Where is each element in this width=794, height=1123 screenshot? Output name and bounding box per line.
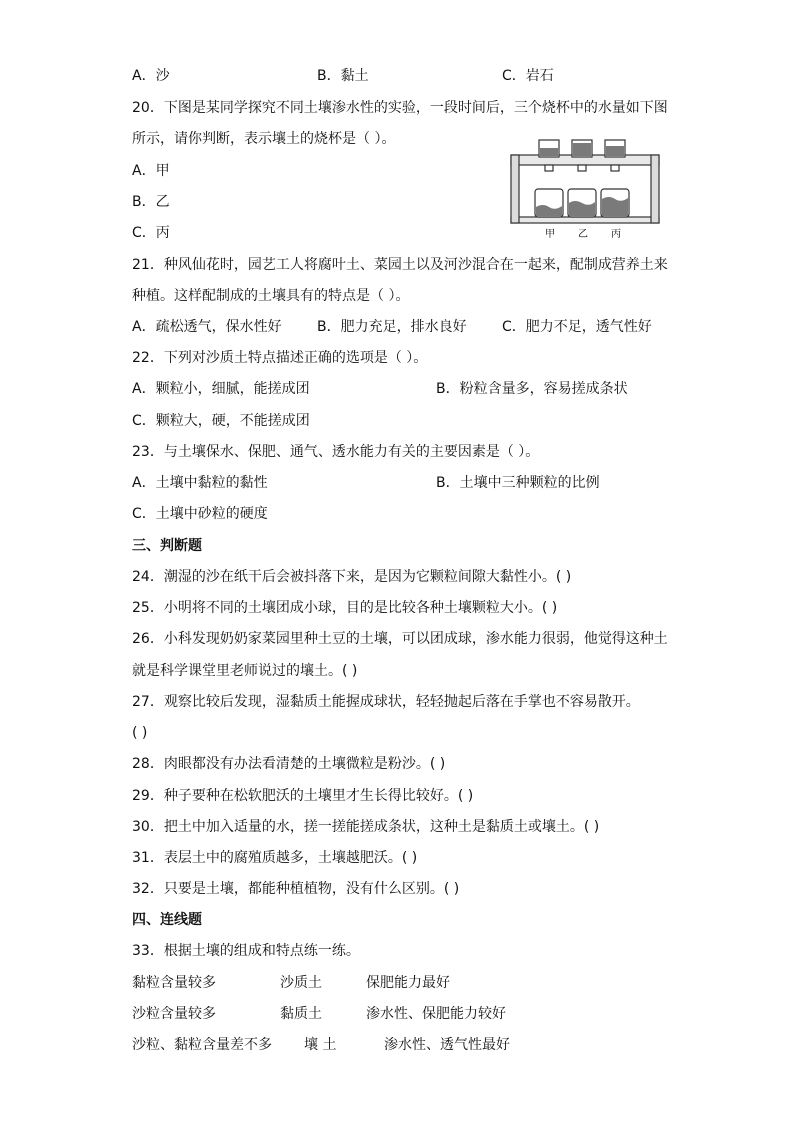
beaker-label-yi: 乙 (578, 229, 588, 240)
judge-item: 32．只要是土壤，都能种植植物，没有什么区别。( ) (132, 881, 460, 897)
match-middle-item: 黏质土 (280, 1006, 322, 1022)
q23-option-a: A．土壤中黏粒的黏性 (132, 475, 268, 491)
match-right-item: 渗水性、保肥能力较好 (366, 1006, 506, 1022)
q21-option-c: C．肥力不足，透气性好 (502, 319, 652, 335)
judge-item: 24．潮湿的沙在纸干后会被抖落下来，是因为它颗粒间隙大黏性小。( ) (132, 569, 572, 585)
beaker-label-bing: 丙 (611, 229, 621, 240)
q20-option-c: C．丙 (132, 225, 170, 241)
section-heading-judge: 三、判断题 (132, 538, 202, 554)
judge-item: 就是科学课堂里老师说过的壤土。( ) (132, 663, 358, 679)
section-heading-matching: 四、连线题 (132, 912, 202, 928)
q23-option-b: B．土壤中三种颗粒的比例 (436, 475, 600, 491)
judge-item: 29．种子要种在松软肥沃的土壤里才生长得比较好。( ) (132, 788, 474, 804)
q19-option-b: B．黏土 (317, 68, 369, 84)
match-right-item: 渗水性、透气性最好 (384, 1037, 510, 1053)
q19-option-c: C．岩石 (502, 68, 554, 84)
q21-option-a: A．疏松透气，保水性好 (132, 319, 282, 335)
q22-option-b: B．粉粒含量多，容易搓成条状 (436, 381, 628, 397)
q19-option-a: A．沙 (132, 68, 170, 84)
match-right-item: 保肥能力最好 (366, 975, 450, 991)
q33-stem: 33．根据土壤的组成和特点练一练。 (132, 943, 360, 959)
match-middle-item: 沙质土 (280, 975, 322, 991)
judge-item: 25．小明将不同的土壤团成小球，目的是比较各种土壤颗粒大小。( ) (132, 600, 558, 616)
judge-item: 27．观察比较后发现，湿黏质土能握成球状，轻轻抛起后落在手掌也不容易散开。 (132, 694, 640, 710)
q20-option-a: A．甲 (132, 163, 170, 179)
q22-stem: 22．下列对沙质土特点描述正确的选项是（ ）。 (132, 350, 428, 366)
judge-item: 30．把土中加入适量的水，搓一搓能搓成条状，这种土是黏质土或壤土。( ) (132, 819, 600, 835)
judge-item: ( ) (132, 725, 148, 741)
beaker-label-jia: 甲 (545, 229, 555, 240)
judge-item: 31．表层土中的腐殖质越多，土壤越肥沃。( ) (132, 850, 418, 866)
q20-option-b: B．乙 (132, 194, 170, 210)
match-middle-item: 壤 土 (304, 1037, 337, 1053)
q21-option-b: B．肥力充足，排水良好 (317, 319, 467, 335)
q20-stem-line1: 20．下图是某同学探究不同土壤渗水性的实验，一段时间后，三个烧杯中的水量如下图 (132, 100, 668, 116)
q23-stem: 23．与土壤保水、保肥、通气、透水能力有关的主要因素是（ ）。 (132, 444, 540, 460)
q22-option-c: C．颗粒大，硬，不能搓成团 (132, 413, 310, 429)
match-left-item: 沙粒含量较多 (132, 1006, 216, 1022)
match-left-item: 黏粒含量较多 (132, 975, 216, 991)
q23-option-c: C．土壤中砂粒的硬度 (132, 506, 268, 522)
q21-stem-line1: 21．种风仙花时，园艺工人将腐叶土、菜园土以及河沙混合在一起来，配制成营养土来 (132, 257, 668, 273)
q21-stem-line2: 种植。这样配制成的土壤具有的特点是（ ）。 (132, 288, 410, 304)
judge-item: 28．肉眼都没有办法看清楚的土壤微粒是粉沙。( ) (132, 756, 446, 772)
match-left-item: 沙粒、黏粒含量差不多 (132, 1037, 272, 1053)
judge-item: 26．小科发现奶奶家菜园里种土豆的土壤，可以团成球，渗水能力很弱，他觉得这种土 (132, 631, 668, 647)
q22-option-a: A．颗粒小，细腻，能搓成团 (132, 381, 310, 397)
q20-stem-line2: 所示，请你判断，表示壤土的烧杯是（ ）。 (132, 131, 396, 147)
beaker-stand-illustration (505, 137, 665, 243)
